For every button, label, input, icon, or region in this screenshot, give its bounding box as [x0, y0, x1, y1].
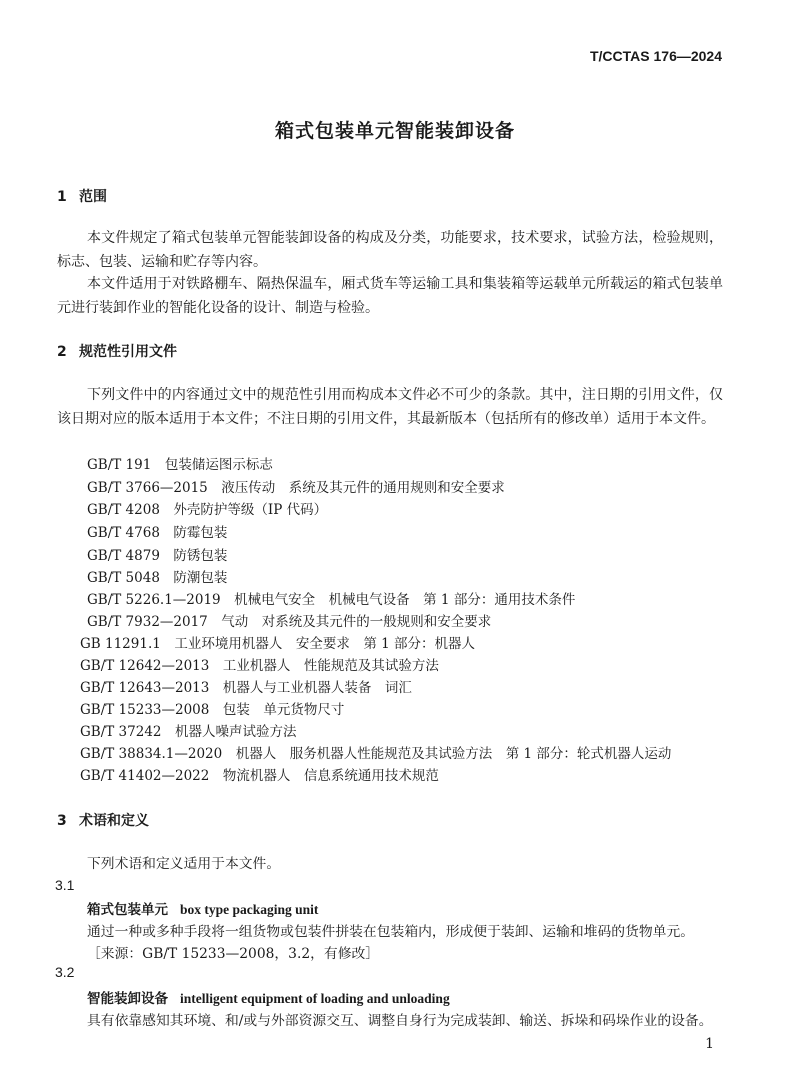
term-number: 3.2	[55, 964, 75, 980]
reference-item: GB/T 37242 机器人噪声试验方法	[80, 724, 297, 740]
reference-item: GB/T 5226.1—2019 机械电气安全 机械电气设备 第 1 部分：通用技术条件	[87, 592, 576, 608]
term-zh: 智能装卸设备	[87, 991, 168, 1007]
term-title	[87, 987, 450, 1007]
section-number: 3	[57, 813, 67, 829]
reference-item: GB/T 12642—2013 工业机器人 性能规范及其试验方法	[80, 658, 439, 674]
section-number: 2	[57, 344, 67, 360]
normative-references-intro: 下列文件中的内容通过文中的规范性引用而构成本文件必不可少的条款。其中，注日期的引用文件，仅该日期对应的版本适用于本文件；不注日期的引用文件，其最新版本（包括所有的修改单）适用于本文件。	[57, 387, 723, 427]
reference-item: GB/T 5048 防潮包装	[87, 570, 228, 586]
reference-item: GB/T 4879 防锈包装	[87, 548, 228, 564]
section-title: 范围	[79, 189, 107, 205]
reference-item: GB/T 191 包装储运图示标志	[87, 457, 273, 473]
scope-paragraph-2: 本文件适用于对铁路棚车、隔热保温车，厢式货车等运输工具和集装箱等运载单元所载运的箱式包装单元进行装卸作业的智能化设备的设计、制造与检验。	[57, 276, 723, 316]
reference-item: GB/T 41402—2022 物流机器人 信息系统通用技术规范	[80, 768, 439, 784]
terms-intro: 下列术语和定义适用于本文件。	[87, 856, 281, 872]
term-zh: 箱式包装单元	[87, 902, 168, 918]
term-en: intelligent equipment of loading and unloading	[180, 991, 450, 1006]
reference-item: GB/T 7932—2017 气动 对系统及其元件的一般规则和安全要求	[87, 614, 492, 630]
reference-item: GB 11291.1 工业环境用机器人 安全要求 第 1 部分：机器人	[80, 636, 475, 652]
scope-paragraph-1: 本文件规定了箱式包装单元智能装卸设备的构成及分类，功能要求，技术要求，试验方法，检验规则，标志、包装、运输和贮存等内容。	[57, 230, 723, 270]
reference-item: GB/T 4768 防霉包装	[87, 525, 228, 541]
term-en: box type packaging unit	[180, 902, 319, 917]
section-1-heading	[57, 186, 107, 206]
section-3-heading	[57, 810, 149, 830]
term-definition: 具有依靠感知其环境、和/或与外部资源交互、调整自身行为完成装卸、输送、拆垛和码垛作业的设备。	[87, 1013, 713, 1029]
section-title: 术语和定义	[79, 813, 149, 829]
reference-item: GB/T 4208 外壳防护等级（IP 代码）	[87, 502, 328, 518]
standard-number: T/CCTAS 176—2024	[589, 48, 722, 64]
reference-item: GB/T 12643—2013 机器人与工业机器人装备 词汇	[80, 680, 412, 696]
section-2-heading	[57, 341, 177, 361]
reference-item: GB/T 3766—2015 液压传动 系统及其元件的通用规则和安全要求	[87, 480, 505, 496]
section-number: 1	[57, 189, 67, 205]
reference-item: GB/T 38834.1—2020 机器人 服务机器人性能规范及其试验方法 第 1 部分：轮式机器人运动	[80, 746, 672, 762]
term-source: ［来源：GB/T 15233—2008，3.2，有修改］	[87, 946, 380, 962]
page-number: 1	[705, 1036, 714, 1052]
term-title	[87, 898, 318, 918]
reference-item: GB/T 15233—2008 包装 单元货物尺寸	[80, 702, 345, 718]
document-title: 箱式包装单元智能装卸设备	[274, 120, 515, 142]
section-title: 规范性引用文件	[79, 344, 177, 360]
term-number: 3.1	[55, 877, 75, 893]
term-definition: 通过一种或多种手段将一组货物或包装件拼装在包装箱内，形成便于装卸、运输和堆码的货物单元。	[87, 924, 695, 940]
